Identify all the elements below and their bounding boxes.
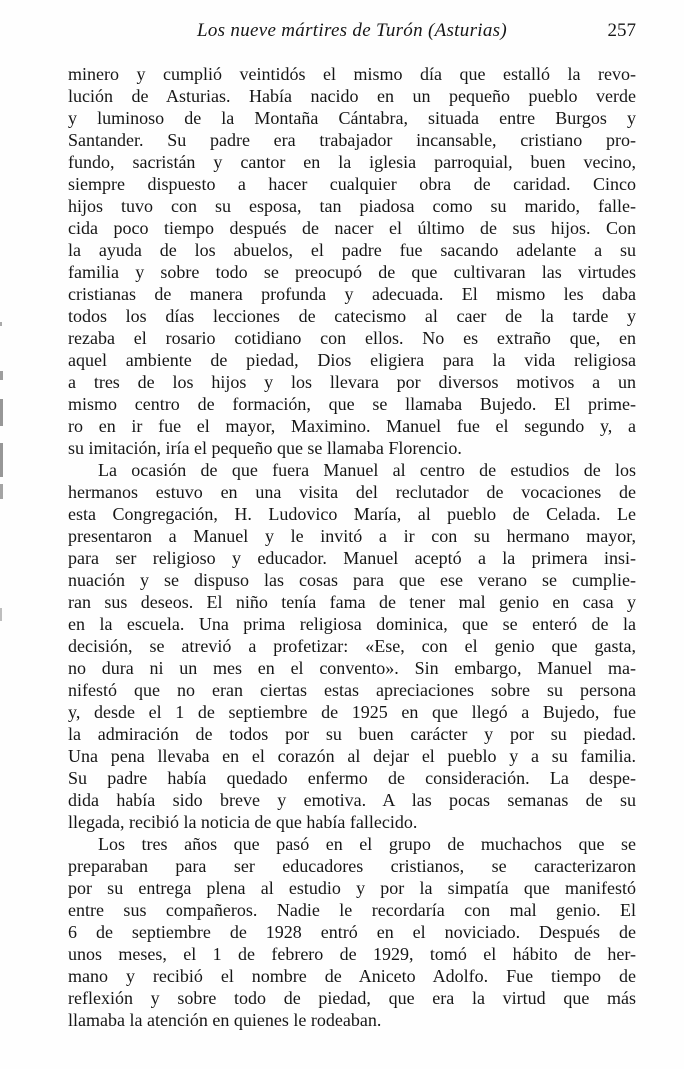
- text-line: unos meses, el 1 de febrero de 1929, tomó el hábito de her-: [68, 944, 636, 964]
- text-line: rezaba el rosario cotidiano con ellos. No es extraño que, en: [68, 328, 636, 348]
- text-line: todos los días lecciones de catecismo al caer de la tarde y: [68, 306, 636, 326]
- text-line: ran sus deseos. El niño tenía fama de tener mal genio en casa y: [68, 592, 636, 612]
- text-line: la admiración de todos por su buen carácter y por su piedad.: [68, 724, 636, 744]
- text-line: Los tres años que pasó en el grupo de muchachos que se: [98, 834, 636, 854]
- text-line: para ser religioso y educador. Manuel aceptó a la primera insi-: [68, 548, 636, 568]
- text-line: nifestó que no eran ciertas estas apreciaciones sobre su persona: [68, 680, 636, 700]
- text-line: hijos tuvo con su esposa, tan piadosa como su marido, falle-: [68, 196, 636, 216]
- text-line: la ayuda de los abuelos, el padre fue sacando adelante a su: [68, 240, 636, 260]
- scan-artifact: [0, 443, 3, 477]
- text-line: 6 de septiembre de 1928 entró en el noviciado. Después de: [68, 922, 636, 942]
- paragraph: [68, 459, 636, 833]
- text-line: cristianas de manera profunda y adecuada. El mismo les daba: [68, 284, 636, 304]
- page-number: 257: [607, 20, 636, 41]
- text-line: decisión, se atrevió a profetizar: «Ese, con el genio que gasta,: [68, 636, 636, 656]
- paragraph: [68, 833, 636, 1031]
- text-line: esta Congregación, H. Ludovico María, al pueblo de Celada. Le: [68, 504, 636, 524]
- text-line: llegada, recibió la noticia de que había fallecido.: [68, 812, 418, 832]
- text-line: aquel ambiente de piedad, Dios eligiera para la vida religiosa: [68, 350, 636, 370]
- scan-artifact: [0, 484, 3, 499]
- text-line: llamaba la atención en quienes le rodeaban.: [68, 1010, 382, 1030]
- text-line: y, desde el 1 de septiembre de 1925 en que llegó a Bujedo, fue: [68, 702, 636, 722]
- scan-artifact: [0, 371, 3, 380]
- text-line: hermanos estuvo en una visita del reclutador de vocaciones de: [68, 482, 636, 502]
- text-line: Santander. Su padre era trabajador incansable, cristiano pro-: [68, 130, 636, 150]
- text-line: entre sus compañeros. Nadie le recordaría con mal genio. El: [68, 900, 636, 920]
- text-line: Una pena llevaba en el corazón al dejar el pueblo y a su familia.: [68, 746, 636, 766]
- text-line: por su entrega plena al estudio y por la simpatía que manifestó: [68, 878, 636, 898]
- text-line: y luminoso de la Montaña Cántabra, situada entre Burgos y: [68, 108, 636, 128]
- text-line: dida había sido breve y emotiva. A las pocas semanas de su: [68, 790, 636, 810]
- text-line: La ocasión de que fuera Manuel al centro de estudios de los: [98, 460, 636, 480]
- running-title: Los nueve mártires de Turón (Asturias): [197, 20, 507, 41]
- text-line: Su padre había quedado enfermo de consideración. La despe-: [68, 768, 636, 788]
- scan-artifact: [0, 608, 2, 621]
- body-text: [68, 63, 636, 1031]
- text-line: nuación y se dispuso las cosas para que ese verano se cumplie-: [68, 570, 636, 590]
- text-line: ro en ir fue el mayor, Maximino. Manuel fue el segundo y, a: [68, 416, 636, 436]
- text-line: familia y sobre todo se preocupó de que cultivaran las virtudes: [68, 262, 636, 282]
- text-line: mano y recibió el nombre de Aniceto Adolfo. Fue tiempo de: [68, 966, 636, 986]
- text-line: minero y cumplió veintidós el mismo día que estalló la revo-: [68, 64, 636, 84]
- text-line: presentaron a Manuel y le invitó a ir con su hermano mayor,: [68, 526, 636, 546]
- scan-artifact: [0, 399, 3, 426]
- page-header: [68, 18, 636, 46]
- text-line: en la escuela. Una prima religiosa dominica, que se enteró de la: [68, 614, 636, 634]
- scan-artifact: [0, 322, 2, 326]
- text-line: no dura ni un mes en el convento». Sin embargo, Manuel ma-: [68, 658, 636, 678]
- text-line: siempre dispuesto a hacer cualquier obra de caridad. Cinco: [68, 174, 636, 194]
- text-line: preparaban para ser educadores cristianos, se caracterizaron: [68, 856, 636, 876]
- text-line: reflexión y sobre todo de piedad, que era la virtud que más: [68, 988, 636, 1008]
- text-line: a tres de los hijos y los llevara por diversos motivos a un: [68, 372, 636, 392]
- text-line: lución de Asturias. Había nacido en un pequeño pueblo verde: [68, 86, 636, 106]
- text-line: fundo, sacristán y cantor en la iglesia parroquial, buen vecino,: [68, 152, 636, 172]
- text-line: mismo centro de formación, que se llamaba Bujedo. El prime-: [68, 394, 636, 414]
- text-line: su imitación, iría el pequeño que se llamaba Florencio.: [68, 438, 462, 458]
- text-line: cida poco tiempo después de nacer el último de sus hijos. Con: [68, 218, 636, 238]
- paragraph: [68, 63, 636, 459]
